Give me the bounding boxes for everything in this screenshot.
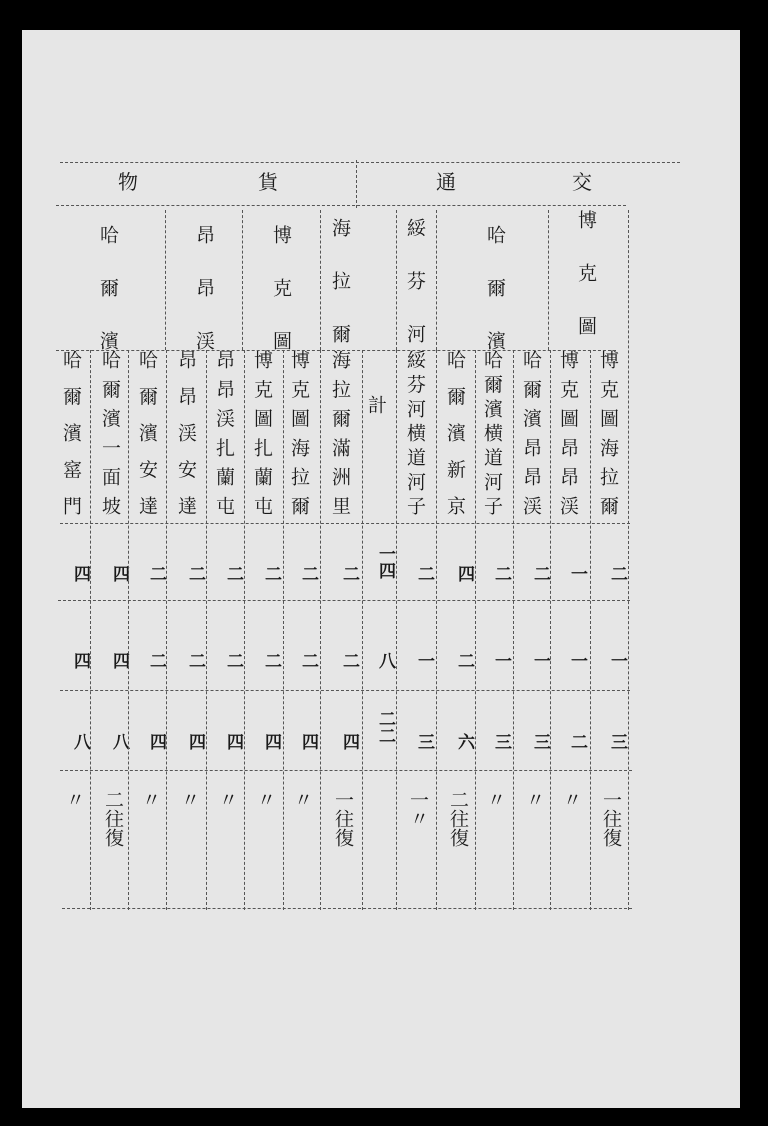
- header-word: 貨: [258, 170, 278, 194]
- remark-cell: 〃: [560, 790, 582, 809]
- value-cell: 二: [298, 652, 318, 669]
- value-cell: 二: [491, 565, 511, 582]
- table-rule: [550, 350, 551, 910]
- remark-cell: 〃: [484, 790, 506, 809]
- route-name: 計: [365, 395, 387, 414]
- table-rule: [590, 350, 591, 910]
- route-name: 博克圖扎蘭屯: [251, 350, 273, 515]
- value-cell: 四: [339, 733, 359, 750]
- group-label: 哈爾濱: [97, 225, 119, 350]
- value-cell: 二: [185, 652, 205, 669]
- group-label: 海拉爾: [329, 218, 351, 343]
- route-name: 哈爾濱安達: [136, 350, 158, 515]
- table-rule: [60, 770, 632, 771]
- table-rule: [128, 350, 129, 910]
- table-rule: [166, 350, 167, 910]
- value-cell: 二: [607, 565, 627, 582]
- table-rule: [436, 210, 437, 350]
- route-name: 博克圖海拉爾: [597, 350, 619, 515]
- value-cell: 二: [339, 652, 359, 669]
- remark-cell: 〃: [291, 790, 313, 809]
- table-rule: [242, 210, 243, 350]
- value-cell: 二: [185, 565, 205, 582]
- value-cell: 一: [567, 565, 587, 582]
- remark-cell: 〃: [63, 790, 85, 809]
- value-cell: 二: [339, 565, 359, 582]
- value-cell: 三: [491, 733, 511, 750]
- value-cell: 四: [146, 733, 166, 750]
- remark-cell: 〃: [523, 790, 545, 809]
- value-cell: 一: [491, 652, 511, 669]
- value-cell: 四: [70, 652, 90, 669]
- table-rule: [58, 600, 630, 601]
- table-rule: [60, 162, 680, 163]
- table-rule: [396, 350, 397, 910]
- route-name: 博克圖海拉爾: [288, 350, 310, 515]
- value-cell: 八: [109, 733, 129, 750]
- table-rule: [60, 523, 630, 524]
- value-cell: 四: [261, 733, 281, 750]
- value-cell: 二: [146, 565, 166, 582]
- table-rule: [356, 160, 357, 208]
- value-cell: 二: [223, 652, 243, 669]
- remark-cell: 二往復: [447, 790, 469, 847]
- header-word: 交: [572, 170, 592, 194]
- group-label: 綏芬河: [404, 218, 426, 343]
- route-name: 博克圖昂昂渓: [557, 350, 579, 515]
- table-rule: [320, 350, 321, 910]
- value-cell: 二: [454, 652, 474, 669]
- value-cell: 三: [414, 733, 434, 750]
- route-name: 昂昂渓扎蘭屯: [213, 350, 235, 515]
- table-rule: [628, 210, 629, 910]
- value-cell: 八: [70, 733, 90, 750]
- value-cell: 三: [607, 733, 627, 750]
- remark-cell: 〃: [216, 790, 238, 809]
- remark-cell: 二往復: [102, 790, 124, 847]
- value-cell: 一: [414, 652, 434, 669]
- table-rule: [548, 210, 549, 350]
- remark-cell: 〃: [139, 790, 161, 809]
- value-cell: 一四: [375, 545, 395, 579]
- value-cell: 四: [185, 733, 205, 750]
- value-cell: 二二: [375, 710, 395, 744]
- table-rule: [396, 210, 397, 350]
- remark-cell: 一〃: [407, 790, 429, 828]
- route-name: 綏芬河横道河子: [404, 350, 426, 515]
- route-name: 海拉爾滿洲里: [329, 350, 351, 515]
- table-rule: [320, 210, 321, 350]
- value-cell: 八: [375, 652, 395, 669]
- group-label: 博克圖: [270, 225, 292, 350]
- value-cell: 二: [530, 565, 550, 582]
- value-cell: 二: [223, 565, 243, 582]
- remark-cell: 一往復: [600, 790, 622, 847]
- remark-cell: 〃: [254, 790, 276, 809]
- value-cell: 二: [567, 733, 587, 750]
- table-rule: [165, 210, 166, 350]
- table-rule: [513, 350, 514, 910]
- value-cell: 二: [298, 565, 318, 582]
- table-rule: [283, 350, 284, 910]
- route-name: 昂昂渓安達: [175, 350, 197, 515]
- value-cell: 二: [414, 565, 434, 582]
- route-name: 哈爾濱昂昂渓: [520, 350, 542, 515]
- value-cell: 四: [109, 652, 129, 669]
- value-cell: 一: [567, 652, 587, 669]
- value-cell: 六: [454, 733, 474, 750]
- group-label: 昂昂渓: [193, 225, 215, 350]
- value-cell: 二: [146, 652, 166, 669]
- value-cell: 四: [109, 565, 129, 582]
- value-cell: 四: [454, 565, 474, 582]
- value-cell: 四: [70, 565, 90, 582]
- route-name: 哈爾濱一面坡: [99, 350, 121, 515]
- header-word: 物: [118, 170, 138, 194]
- scanned-page: [22, 30, 740, 1108]
- table-rule: [475, 350, 476, 910]
- route-name: 哈爾濱新京: [444, 350, 466, 515]
- group-label: 哈爾濱: [484, 225, 506, 350]
- table-rule: [362, 350, 363, 910]
- value-cell: 二: [261, 652, 281, 669]
- remark-cell: 一往復: [332, 790, 354, 847]
- table-rule: [436, 350, 437, 910]
- table-rule: [206, 350, 207, 910]
- value-cell: 二: [261, 565, 281, 582]
- value-cell: 四: [223, 733, 243, 750]
- table-rule: [62, 908, 632, 909]
- value-cell: 三: [530, 733, 550, 750]
- table-rule: [244, 350, 245, 910]
- table-rule: [60, 690, 630, 691]
- group-label: 博克圖: [575, 210, 597, 335]
- value-cell: 一: [530, 652, 550, 669]
- header-word: 通: [436, 170, 456, 194]
- route-name: 哈爾濱横道河子: [481, 350, 503, 515]
- table-rule: [56, 205, 626, 206]
- remark-cell: 〃: [178, 790, 200, 809]
- value-cell: 一: [607, 652, 627, 669]
- table-rule: [56, 350, 616, 351]
- value-cell: 四: [298, 733, 318, 750]
- route-name: 哈爾濱窰門: [60, 350, 82, 515]
- table-rule: [90, 350, 91, 910]
